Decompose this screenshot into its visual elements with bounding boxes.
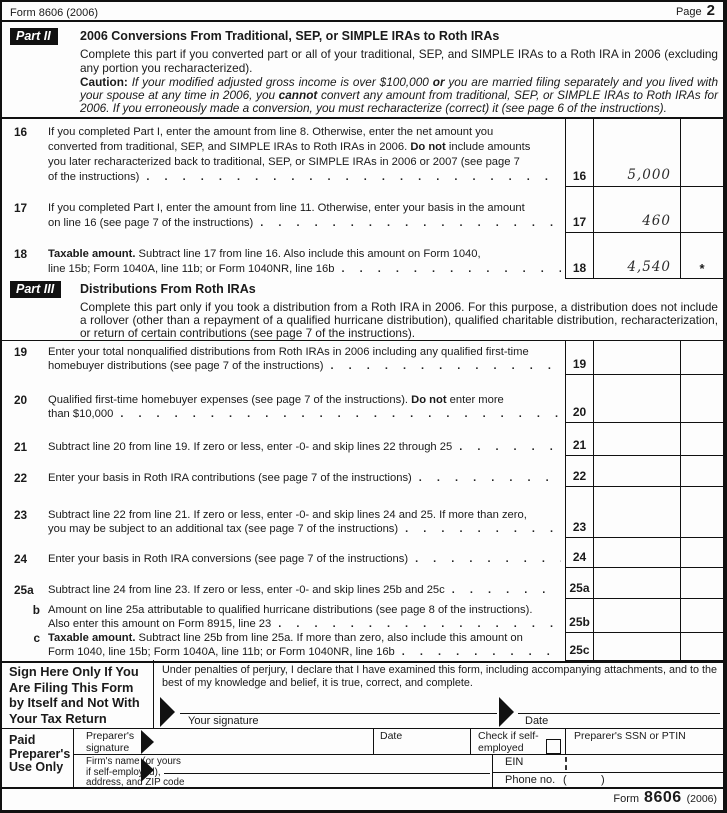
- caution-text: If your modified adjusted gross income is over $100,000 or you are married filing separately and you lived with your spouse at any time in 2006, you cannot convert any amount from traditional, SEP, or SIMPLE IRAs to Roth IRAs for 2006. If you erroneously made a conversion, you must recharacterize (correct) it (see page 6 of the instructions).: [80, 75, 718, 115]
- line-24-amount-field[interactable]: [594, 538, 681, 568]
- line-21-cents-field[interactable]: [681, 423, 723, 456]
- date-arrow-icon: [499, 697, 514, 727]
- paid-preparer-section: [2, 729, 723, 789]
- ein-label: EIN: [505, 756, 524, 768]
- part2-intro: Complete this part if you converted part or all of your traditional, SEP, and SIMPLE IRAs to a Roth IRA in 2006 (excluding any portion you recharacterized).: [80, 47, 718, 75]
- line-25c-box-number: 25c: [565, 633, 594, 661]
- line-19-description: 19 Enter your total nonqualified distributions from Roth IRAs in 2006 including any qualified first-time homebuyer distributions (see page 7 of the instructions) . .: [2, 341, 565, 375]
- line-number-24: 24: [14, 551, 28, 566]
- signature-date-line[interactable]: [518, 713, 720, 714]
- paid-preparer-label: Paid Preparer's Use Only: [2, 729, 74, 787]
- phone-paren-open: (: [563, 774, 567, 786]
- signature-arrow-icon: [160, 697, 175, 727]
- your-signature-line[interactable]: [180, 713, 497, 714]
- part2-table: [2, 117, 723, 279]
- form-line-18-row: [2, 233, 723, 279]
- form-line-25a-row: [2, 568, 723, 599]
- line-22-box-number: 22: [565, 456, 594, 487]
- form-line-22-row: [2, 456, 723, 487]
- footer-form-year: (2006): [686, 793, 717, 805]
- line-23-description: 23 Subtract line 22 from line 21. If zero or less, enter -0- and skip lines 24 and 25. If more than zero, you may be subject to an additional tax (see page 7 of the instructions) . .: [2, 487, 565, 538]
- part3-table: [2, 340, 723, 663]
- line-17-box-number: 17: [565, 187, 594, 233]
- line-18-box-number: 18: [565, 233, 594, 279]
- line-23-cents-field[interactable]: [681, 487, 723, 538]
- line-number-23: 23: [14, 508, 28, 522]
- dotted-leader: [402, 646, 561, 660]
- line-20-box-number: 20: [565, 375, 594, 423]
- dotted-leader: [120, 408, 561, 422]
- line-22-amount-field[interactable]: [594, 456, 681, 487]
- line-25c-amount-field[interactable]: [594, 633, 681, 661]
- form-line-25c-row: [2, 633, 723, 661]
- line-25a-amount-field[interactable]: [594, 568, 681, 599]
- line-18-description: 18 Taxable amount. Subtract line 17 from line 16. Also include this amount on Form 1040, line 15b; Form 1040A, line 11b; or Form 1040NR, line 16b . .: [2, 233, 565, 279]
- sign-here-label: Sign Here Only If You Are Filing This Form by Itself and Not With Your Tax Return: [2, 660, 154, 728]
- line-number-25b: b: [32, 603, 40, 617]
- firm-name-row: [74, 755, 723, 787]
- line-number-18: 18: [14, 247, 28, 261]
- line-17-cents-field[interactable]: [681, 187, 723, 233]
- line-21-amount-field[interactable]: [594, 423, 681, 456]
- line-number-20: 20: [14, 393, 28, 407]
- part3-intro: Complete this part only if you took a distribution from a Roth IRA in 2006. For this purpose, a distribution does not include a rollover (other than a repayment of a qualified hurricane distribution), qualified charitable distribution, recharacterization, or return of certain contributions (see page 7 of the instructions).: [80, 300, 718, 340]
- dotted-leader: [415, 553, 561, 567]
- line-24-box-number: 24: [565, 538, 594, 568]
- line-number-17: 17: [14, 201, 28, 215]
- phone-field[interactable]: [569, 774, 669, 787]
- part2-header: [2, 26, 723, 48]
- dotted-leader: [459, 441, 561, 455]
- line-21-box-number: 21: [565, 423, 594, 456]
- dotted-leader: [331, 360, 562, 374]
- line-22-description: 22 Enter your basis in Roth IRA contributions (see page 7 of the instructions) . .: [2, 456, 565, 487]
- line-18-amount-field[interactable]: 4,540: [594, 233, 681, 279]
- dotted-leader: [341, 262, 561, 277]
- line-24-description: 24 Enter your basis in Roth IRA conversions (see page 7 of the instructions) . .: [2, 538, 565, 568]
- phone-paren-close: ): [601, 774, 605, 786]
- dotted-leader: [260, 216, 561, 231]
- dotted-leader: [452, 584, 561, 598]
- part3-title: Distributions From Roth IRAs: [80, 282, 256, 296]
- line-19-box-number: 19: [565, 341, 594, 375]
- line-20-cents-field[interactable]: [681, 375, 723, 423]
- part3-header: [2, 279, 723, 301]
- page-number: 2: [706, 2, 715, 19]
- self-employed-label: Check if self-employed: [478, 730, 539, 754]
- page-header: [2, 2, 723, 22]
- page-footer: [613, 789, 717, 807]
- page-label: Page: [675, 6, 702, 18]
- firm-name-label: Firm's name (or yours if self-employed), address, and ZIP code: [86, 756, 185, 788]
- form-line-23-row: [2, 487, 723, 538]
- line-25a-description: 25a Subtract line 24 from line 23. If zero or less, enter -0- and skip lines 25b and 25c . .: [2, 568, 565, 599]
- line-25b-description: b Amount on line 25a attributable to qualified hurricane distributions (see page 8 of the instructions). Also enter this amount on Form 8915, line 23 . .: [2, 599, 565, 633]
- dotted-leader: [146, 170, 561, 185]
- line-number-19: 19: [14, 345, 28, 359]
- preparer-signature-field[interactable]: [156, 729, 372, 754]
- self-employed-checkbox[interactable]: [546, 739, 561, 754]
- preparer-ssn-field[interactable]: [566, 742, 721, 754]
- part3-badge: Part III: [10, 281, 61, 298]
- part2-caution: [80, 76, 718, 115]
- firm-name-line[interactable]: [164, 773, 490, 774]
- form-line-25b-row: [2, 599, 723, 633]
- part2-title: 2006 Conversions From Traditional, SEP, or SIMPLE IRAs to Roth IRAs: [80, 29, 500, 43]
- line-25a-cents-field[interactable]: [681, 568, 723, 599]
- form-id: Form 8606 (2006): [10, 7, 99, 19]
- line-16-box-number: 16: [565, 119, 594, 187]
- line-23-box-number: 23: [565, 487, 594, 538]
- line-17-amount-field[interactable]: 460: [594, 187, 681, 233]
- line-25b-amount-field[interactable]: [594, 599, 681, 633]
- footer-form-word: Form: [613, 793, 640, 805]
- form-line-21-row: [2, 423, 723, 456]
- line-22-cents-field[interactable]: [681, 456, 723, 487]
- preparer-date-field[interactable]: [374, 741, 469, 754]
- footer-form-number: 8606: [644, 789, 682, 806]
- perjury-statement: Under penalties of perjury, I declare that I have examined this form, including accompanying attachments, and to the best of my knowledge and belief, it is true, correct, and complete.: [162, 664, 717, 689]
- line-25b-box-number: 25b: [565, 599, 594, 633]
- dotted-leader: [419, 472, 561, 486]
- signature-date-label: Date: [525, 715, 549, 727]
- line-number-25c: c: [33, 633, 40, 645]
- form-line-16-row: [2, 119, 723, 187]
- line-19-amount-field[interactable]: [594, 341, 681, 375]
- line-25c-cents-field[interactable]: [681, 633, 723, 661]
- form-line-20-row: [2, 375, 723, 423]
- firm-name-arrow-icon: [141, 758, 154, 782]
- preparer-signature-arrow-icon: [141, 730, 154, 754]
- sign-here-section: [2, 660, 723, 729]
- line-number-16: 16: [14, 125, 28, 139]
- line-19-cents-field[interactable]: [681, 341, 723, 375]
- preparer-signature-label: Preparer's signature: [86, 730, 135, 754]
- line-16-description: 16 If you completed Part I, enter the amount from line 8. Otherwise, enter the net amount you converted from traditional, SEP, and SIMPLE IRAs to Roth IRAs in 2006. Do not include amounts you later recharacterized back to traditional, SEP, or SIMPLE IRAs in 2006 or 2007 (see page 7 of the instructions) . .: [2, 119, 565, 187]
- line-25c-description: c Taxable amount. Subtract line 25b from line 25a. If more than zero, also include this amount on Form 1040, line 15b; Form 1040A, line 11b; or Form 1040NR, line 16b . .: [2, 633, 565, 661]
- form-line-17-row: [2, 187, 723, 233]
- line-21-description: 21 Subtract line 20 from line 19. If zero or less, enter -0- and skip lines 22 through 25 . .: [2, 423, 565, 456]
- form-line-24-row: [2, 538, 723, 568]
- phone-label: Phone no.: [505, 774, 556, 786]
- line-24-cents-field[interactable]: [681, 538, 723, 568]
- line-16-cents-field[interactable]: [681, 119, 723, 187]
- preparer-signature-row: [74, 729, 723, 755]
- line-number-25a: 25a: [14, 582, 34, 597]
- line-16-amount-field[interactable]: 5,000: [594, 119, 681, 187]
- form-line-19-row: [2, 341, 723, 375]
- part2-badge: Part II: [10, 28, 58, 45]
- line-number-21: 21: [14, 439, 28, 454]
- your-signature-label: Your signature: [188, 715, 259, 727]
- preparer-date-label: Date: [380, 730, 403, 742]
- ein-field[interactable]: [534, 756, 721, 771]
- line-17-description: 17 If you completed Part I, enter the amount from line 11. Otherwise, enter your basis in the amount on line 16 (see page 7 of the instructions) . .: [2, 187, 565, 233]
- preparer-ssn-label: Preparer's SSN or PTIN: [574, 730, 686, 742]
- dotted-leader: [278, 618, 561, 632]
- caution-label: Caution:: [80, 75, 128, 89]
- line-20-amount-field[interactable]: [594, 375, 681, 423]
- line-25b-cents-field[interactable]: [681, 599, 723, 633]
- line-23-amount-field[interactable]: [594, 487, 681, 538]
- dotted-leader: [405, 523, 561, 537]
- line-18-cents-field[interactable]: *: [681, 233, 723, 279]
- line-20-description: 20 Qualified first-time homebuyer expenses (see page 7 of the instructions). Do not enter more than $10,000 . .: [2, 375, 565, 423]
- line-number-22: 22: [14, 470, 28, 485]
- line-25a-box-number: 25a: [565, 568, 594, 599]
